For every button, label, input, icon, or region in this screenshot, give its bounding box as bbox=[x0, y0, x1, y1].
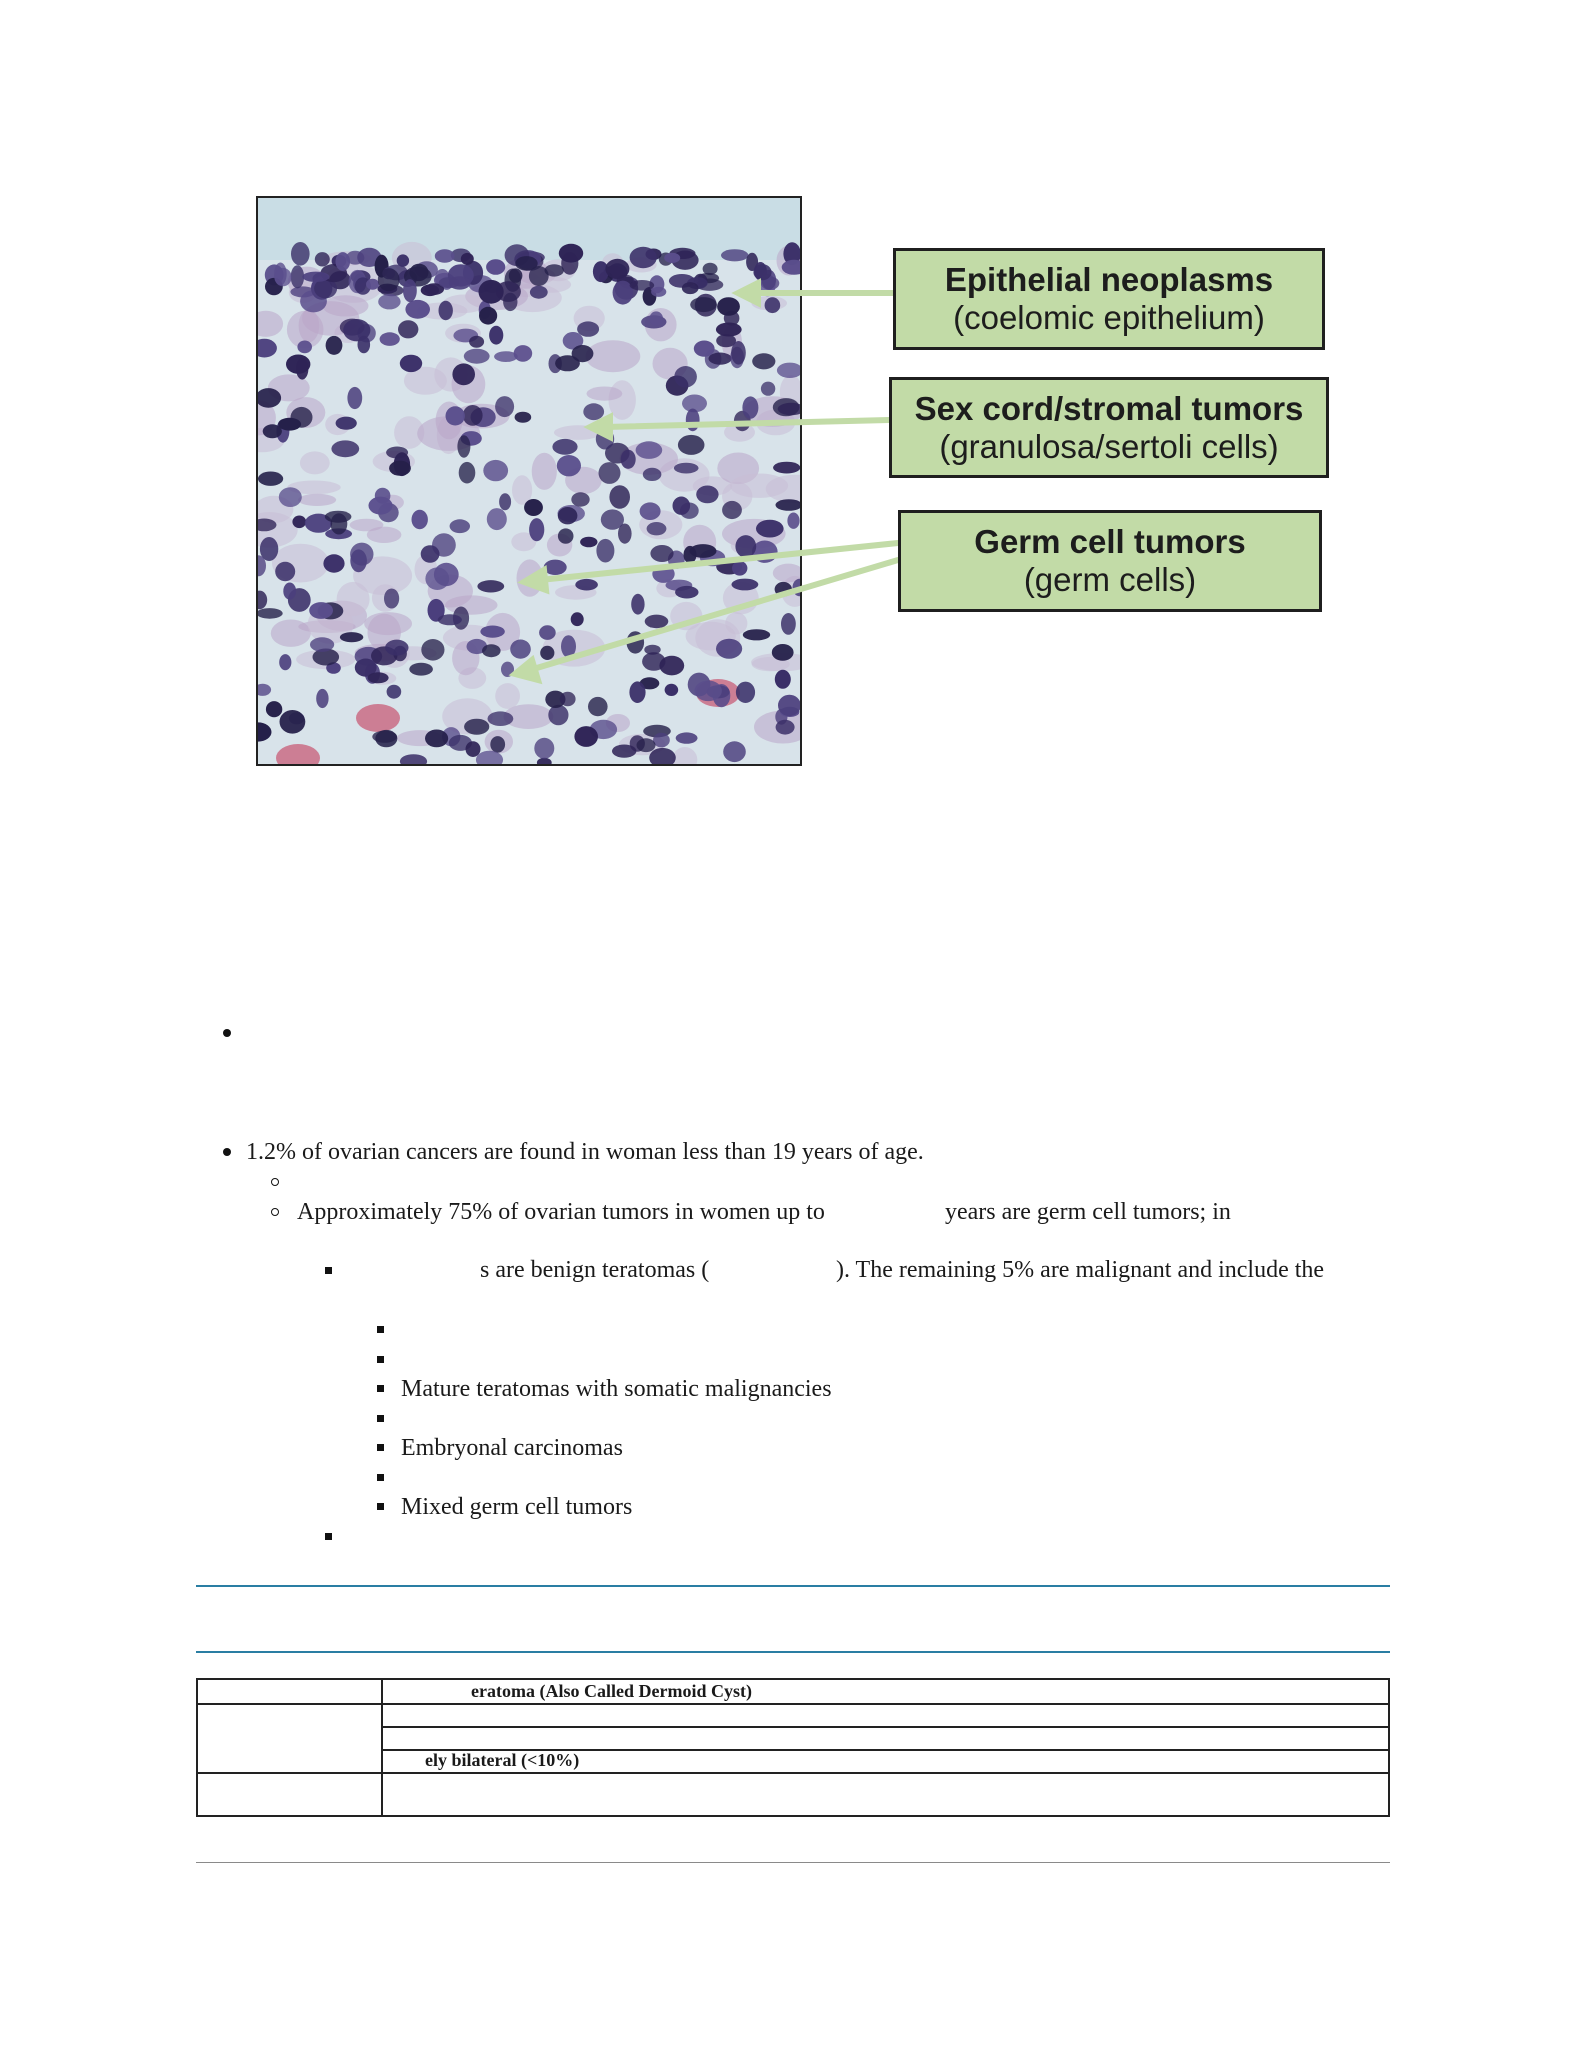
callout-subtitle: (coelomic epithelium) bbox=[953, 299, 1265, 336]
table-column-divider bbox=[381, 1680, 383, 1815]
bullet-marker bbox=[377, 1503, 384, 1510]
table-row-divider bbox=[198, 1703, 1388, 1705]
list-item: Mixed germ cell tumors bbox=[401, 1494, 633, 1520]
list-item-continuation: ). The remaining 5% are malignant and include the bbox=[836, 1257, 1325, 1283]
table-row-divider bbox=[383, 1726, 1388, 1728]
callout-title: Germ cell tumors bbox=[974, 523, 1246, 560]
bullet-marker bbox=[377, 1326, 384, 1333]
callout-title: Epithelial neoplasms bbox=[944, 261, 1274, 298]
bullet-marker bbox=[377, 1385, 384, 1392]
list-item: Approximately 75% of ovarian tumors in women up to bbox=[297, 1199, 825, 1225]
list-item: Mature teratomas with somatic malignancies bbox=[401, 1376, 832, 1402]
callout-epithelial bbox=[893, 248, 1325, 350]
bullet-marker bbox=[377, 1444, 384, 1451]
table-row-divider bbox=[198, 1772, 1388, 1774]
bullet-marker bbox=[377, 1474, 384, 1481]
section-divider bbox=[196, 1651, 1390, 1653]
bullet-marker bbox=[271, 1208, 279, 1216]
bullet-marker bbox=[377, 1356, 384, 1363]
callout-germ-cell bbox=[898, 510, 1322, 612]
callout-title: Sex cord/stromal tumors bbox=[914, 389, 1304, 427]
callout-subtitle: (granulosa/sertoli cells) bbox=[939, 427, 1279, 465]
bullet-marker bbox=[325, 1267, 332, 1274]
bullet-marker bbox=[377, 1415, 384, 1422]
bullet-marker bbox=[223, 1029, 231, 1037]
section-divider bbox=[196, 1585, 1390, 1587]
page-divider bbox=[196, 1862, 1390, 1863]
table-header-cell: eratoma (Also Called Dermoid Cyst) bbox=[471, 1681, 752, 1701]
data-table bbox=[196, 1678, 1390, 1817]
callout-arrows bbox=[0, 0, 1584, 780]
table-cell: ely bilateral (<10%) bbox=[425, 1750, 580, 1770]
list-item: s are benign teratomas ( bbox=[480, 1257, 710, 1283]
bullet-marker bbox=[325, 1533, 332, 1540]
list-item: 1.2% of ovarian cancers are found in woman less than 19 years of age. bbox=[246, 1139, 924, 1165]
callout-sex-cord bbox=[889, 377, 1329, 478]
list-item-continuation: years are germ cell tumors; in bbox=[945, 1199, 1231, 1225]
bullet-marker bbox=[271, 1178, 279, 1186]
list-item: Embryonal carcinomas bbox=[401, 1435, 623, 1461]
callout-subtitle: (germ cells) bbox=[1023, 561, 1197, 598]
histology-figure bbox=[0, 0, 1584, 780]
bullet-marker bbox=[223, 1148, 231, 1156]
